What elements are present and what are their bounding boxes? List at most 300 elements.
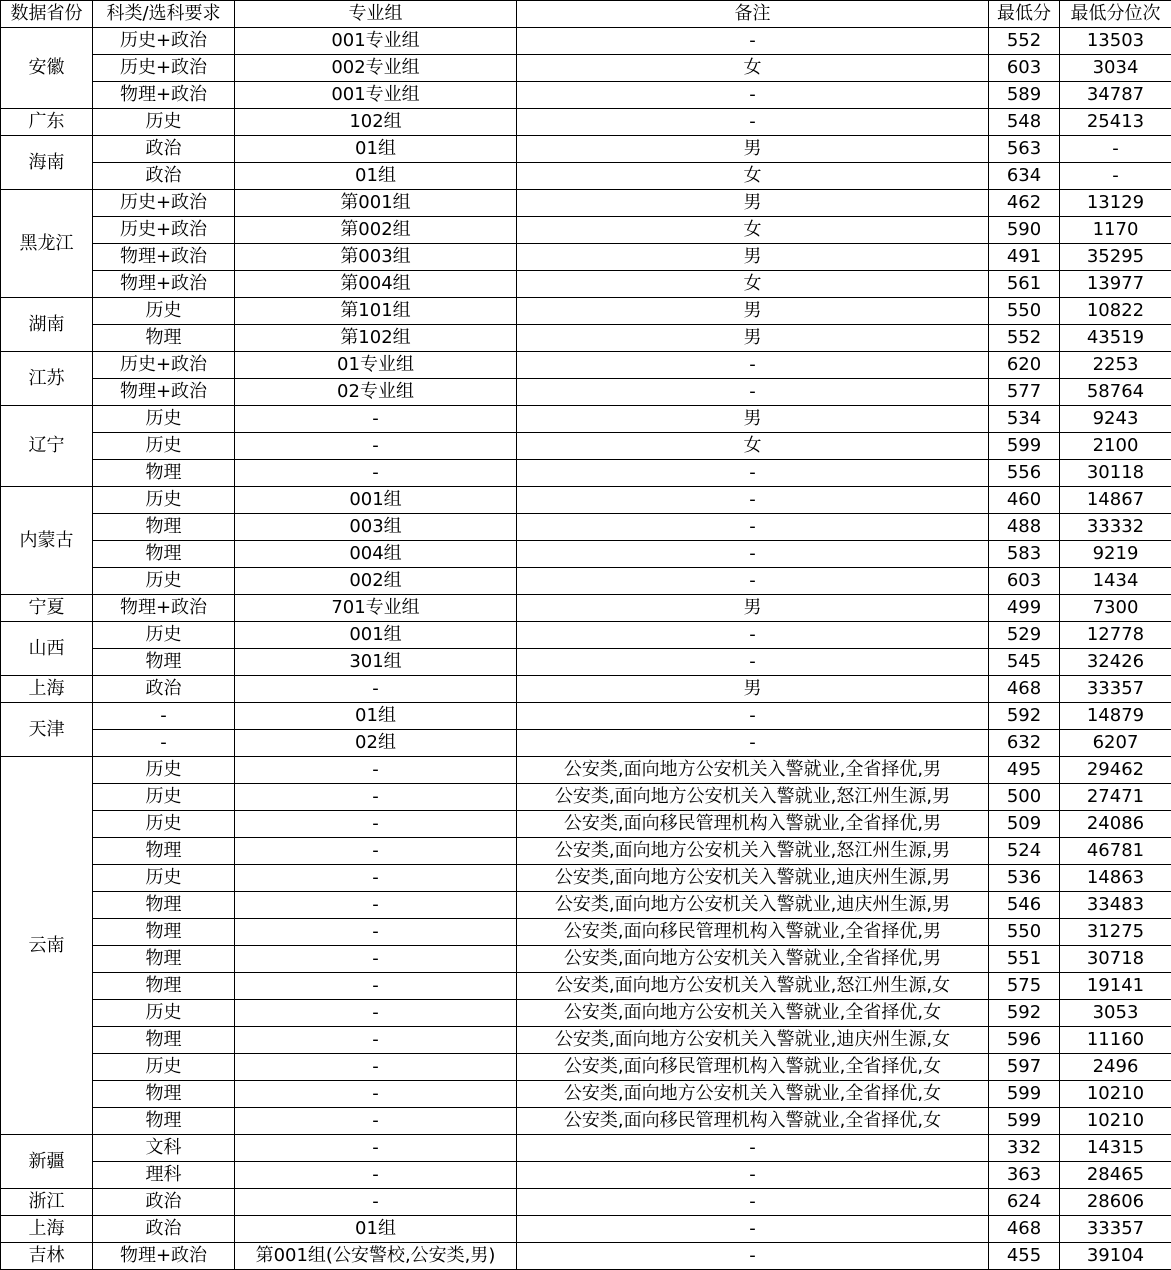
- min-score-cell: 509: [989, 811, 1060, 838]
- min-rank-cell: 2253: [1060, 352, 1171, 379]
- note-cell: 男: [517, 244, 989, 271]
- table-row: [1, 919, 1171, 946]
- note-cell: -: [517, 1135, 989, 1162]
- table-row: [1, 1216, 1171, 1243]
- table-row: [1, 379, 1171, 406]
- min-score-cell: 589: [989, 82, 1060, 109]
- subject-cell: 历史: [93, 811, 235, 838]
- subject-cell: 历史: [93, 406, 235, 433]
- note-cell: 公安类,面向移民管理机构入警就业,全省择优,女: [517, 1108, 989, 1135]
- header-subject: 科类/选科要求: [93, 1, 235, 28]
- min-score-cell: 462: [989, 190, 1060, 217]
- group-cell: -: [235, 811, 517, 838]
- subject-cell: 物理: [93, 1108, 235, 1135]
- subject-cell: 物理+政治: [93, 271, 235, 298]
- group-cell: 001组: [235, 487, 517, 514]
- subject-cell: 政治: [93, 1216, 235, 1243]
- min-rank-cell: 24086: [1060, 811, 1171, 838]
- group-cell: 004组: [235, 541, 517, 568]
- min-rank-cell: 3034: [1060, 55, 1171, 82]
- table-row: [1, 460, 1171, 487]
- min-rank-cell: 34787: [1060, 82, 1171, 109]
- province-cell: 内蒙古: [1, 487, 93, 595]
- min-score-cell: 548: [989, 109, 1060, 136]
- subject-cell: 政治: [93, 676, 235, 703]
- min-rank-cell: 58764: [1060, 379, 1171, 406]
- min-score-cell: 597: [989, 1054, 1060, 1081]
- min-rank-cell: 13977: [1060, 271, 1171, 298]
- table-row: [1, 352, 1171, 379]
- subject-cell: 物理+政治: [93, 82, 235, 109]
- group-cell: -: [235, 406, 517, 433]
- header-note: 备注: [517, 1, 989, 28]
- subject-cell: 物理: [93, 892, 235, 919]
- group-cell: 第004组: [235, 271, 517, 298]
- note-cell: -: [517, 109, 989, 136]
- min-score-cell: 455: [989, 1243, 1060, 1270]
- min-score-cell: 499: [989, 595, 1060, 622]
- min-score-cell: 590: [989, 217, 1060, 244]
- note-cell: 公安类,面向移民管理机构入警就业,全省择优,男: [517, 811, 989, 838]
- header-min-score: 最低分: [989, 1, 1060, 28]
- min-score-cell: 556: [989, 460, 1060, 487]
- subject-cell: 历史: [93, 109, 235, 136]
- subject-cell: 物理: [93, 325, 235, 352]
- group-cell: -: [235, 784, 517, 811]
- min-rank-cell: 33357: [1060, 676, 1171, 703]
- subject-cell: 历史+政治: [93, 217, 235, 244]
- table-row: [1, 433, 1171, 460]
- note-cell: -: [517, 487, 989, 514]
- header-group: 专业组: [235, 1, 517, 28]
- note-cell: 女: [517, 271, 989, 298]
- note-cell: -: [517, 1162, 989, 1189]
- table-row: [1, 109, 1171, 136]
- group-cell: 001专业组: [235, 28, 517, 55]
- table-row: [1, 1135, 1171, 1162]
- note-cell: 公安类,面向地方公安机关入警就业,全省择优,男: [517, 757, 989, 784]
- table-row: [1, 622, 1171, 649]
- subject-cell: 历史: [93, 1000, 235, 1027]
- table-row: [1, 865, 1171, 892]
- group-cell: 第002组: [235, 217, 517, 244]
- province-cell: 湖南: [1, 298, 93, 352]
- group-cell: 701专业组: [235, 595, 517, 622]
- min-score-cell: 592: [989, 1000, 1060, 1027]
- min-rank-cell: 7300: [1060, 595, 1171, 622]
- note-cell: -: [517, 514, 989, 541]
- subject-cell: 文科: [93, 1135, 235, 1162]
- min-rank-cell: 28606: [1060, 1189, 1171, 1216]
- note-cell: 公安类,面向地方公安机关入警就业,全省择优,女: [517, 1000, 989, 1027]
- province-cell: 云南: [1, 757, 93, 1135]
- min-score-cell: 545: [989, 649, 1060, 676]
- min-rank-cell: 1170: [1060, 217, 1171, 244]
- province-cell: 天津: [1, 703, 93, 757]
- min-rank-cell: 39104: [1060, 1243, 1171, 1270]
- table-body: [1, 28, 1171, 1270]
- min-score-cell: 550: [989, 919, 1060, 946]
- table-row: [1, 163, 1171, 190]
- table-row: [1, 811, 1171, 838]
- group-cell: -: [235, 919, 517, 946]
- min-score-cell: 583: [989, 541, 1060, 568]
- group-cell: 第001组(公安警校,公安类,男): [235, 1243, 517, 1270]
- min-rank-cell: 1434: [1060, 568, 1171, 595]
- min-rank-cell: 6207: [1060, 730, 1171, 757]
- group-cell: 第102组: [235, 325, 517, 352]
- min-score-cell: 577: [989, 379, 1060, 406]
- group-cell: 003组: [235, 514, 517, 541]
- group-cell: -: [235, 1000, 517, 1027]
- note-cell: -: [517, 28, 989, 55]
- table-row: [1, 1189, 1171, 1216]
- min-rank-cell: 33357: [1060, 1216, 1171, 1243]
- min-rank-cell: 29462: [1060, 757, 1171, 784]
- min-score-cell: 552: [989, 325, 1060, 352]
- table-row: [1, 271, 1171, 298]
- table-row: [1, 298, 1171, 325]
- group-cell: 第001组: [235, 190, 517, 217]
- subject-cell: 政治: [93, 1189, 235, 1216]
- min-rank-cell: 31275: [1060, 919, 1171, 946]
- table-row: [1, 190, 1171, 217]
- table-row: [1, 55, 1171, 82]
- subject-cell: 物理: [93, 946, 235, 973]
- min-rank-cell: 3053: [1060, 1000, 1171, 1027]
- min-rank-cell: 25413: [1060, 109, 1171, 136]
- group-cell: -: [235, 1108, 517, 1135]
- min-rank-cell: 19141: [1060, 973, 1171, 1000]
- note-cell: 女: [517, 217, 989, 244]
- subject-cell: 物理: [93, 973, 235, 1000]
- note-cell: 男: [517, 190, 989, 217]
- subject-cell: 物理: [93, 1081, 235, 1108]
- subject-cell: 历史: [93, 433, 235, 460]
- table-row: [1, 541, 1171, 568]
- min-rank-cell: 30718: [1060, 946, 1171, 973]
- note-cell: -: [517, 1243, 989, 1270]
- min-rank-cell: 27471: [1060, 784, 1171, 811]
- min-score-cell: 603: [989, 55, 1060, 82]
- group-cell: -: [235, 1189, 517, 1216]
- min-rank-cell: 13129: [1060, 190, 1171, 217]
- min-rank-cell: 43519: [1060, 325, 1171, 352]
- min-score-cell: 592: [989, 703, 1060, 730]
- min-rank-cell: 11160: [1060, 1027, 1171, 1054]
- note-cell: -: [517, 460, 989, 487]
- min-score-cell: 491: [989, 244, 1060, 271]
- note-cell: -: [517, 622, 989, 649]
- note-cell: 公安类,面向地方公安机关入警就业,怒江州生源,女: [517, 973, 989, 1000]
- group-cell: 001组: [235, 622, 517, 649]
- table-row: [1, 325, 1171, 352]
- note-cell: 女: [517, 55, 989, 82]
- note-cell: 男: [517, 298, 989, 325]
- min-rank-cell: 2100: [1060, 433, 1171, 460]
- min-score-cell: 363: [989, 1162, 1060, 1189]
- group-cell: -: [235, 757, 517, 784]
- group-cell: -: [235, 973, 517, 1000]
- subject-cell: 历史+政治: [93, 352, 235, 379]
- group-cell: -: [235, 1081, 517, 1108]
- table-row: [1, 730, 1171, 757]
- group-cell: 301组: [235, 649, 517, 676]
- note-cell: -: [517, 568, 989, 595]
- min-score-cell: 495: [989, 757, 1060, 784]
- group-cell: 002组: [235, 568, 517, 595]
- province-cell: 山西: [1, 622, 93, 676]
- min-rank-cell: 10822: [1060, 298, 1171, 325]
- note-cell: 公安类,面向地方公安机关入警就业,迪庆州生源,女: [517, 1027, 989, 1054]
- min-score-cell: 460: [989, 487, 1060, 514]
- subject-cell: 政治: [93, 136, 235, 163]
- note-cell: -: [517, 379, 989, 406]
- subject-cell: 物理: [93, 919, 235, 946]
- table-row: [1, 973, 1171, 1000]
- province-cell: 辽宁: [1, 406, 93, 487]
- min-rank-cell: 14863: [1060, 865, 1171, 892]
- min-score-cell: 468: [989, 676, 1060, 703]
- min-rank-cell: 12778: [1060, 622, 1171, 649]
- group-cell: 002专业组: [235, 55, 517, 82]
- note-cell: 男: [517, 595, 989, 622]
- table-row: [1, 568, 1171, 595]
- subject-cell: 历史: [93, 298, 235, 325]
- province-cell: 安徽: [1, 28, 93, 109]
- group-cell: 102组: [235, 109, 517, 136]
- min-rank-cell: -: [1060, 136, 1171, 163]
- subject-cell: 历史: [93, 757, 235, 784]
- subject-cell: 物理+政治: [93, 595, 235, 622]
- note-cell: -: [517, 1189, 989, 1216]
- subject-cell: 物理: [93, 541, 235, 568]
- subject-cell: 物理: [93, 514, 235, 541]
- subject-cell: 历史+政治: [93, 190, 235, 217]
- min-score-cell: 624: [989, 1189, 1060, 1216]
- subject-cell: 历史: [93, 784, 235, 811]
- table-row: [1, 946, 1171, 973]
- table-row: [1, 838, 1171, 865]
- min-score-cell: 599: [989, 433, 1060, 460]
- group-cell: -: [235, 838, 517, 865]
- note-cell: 公安类,面向移民管理机构入警就业,全省择优,女: [517, 1054, 989, 1081]
- group-cell: 01组: [235, 163, 517, 190]
- group-cell: -: [235, 865, 517, 892]
- min-score-cell: 596: [989, 1027, 1060, 1054]
- note-cell: 公安类,面向地方公安机关入警就业,迪庆州生源,男: [517, 892, 989, 919]
- group-cell: 001专业组: [235, 82, 517, 109]
- min-score-cell: 488: [989, 514, 1060, 541]
- province-cell: 新疆: [1, 1135, 93, 1189]
- min-score-cell: 534: [989, 406, 1060, 433]
- table-row: [1, 487, 1171, 514]
- table-row: [1, 1027, 1171, 1054]
- table-row: [1, 82, 1171, 109]
- table-row: [1, 1081, 1171, 1108]
- min-score-cell: 536: [989, 865, 1060, 892]
- group-cell: 01组: [235, 136, 517, 163]
- min-score-cell: 634: [989, 163, 1060, 190]
- table-row: [1, 406, 1171, 433]
- min-score-cell: 599: [989, 1108, 1060, 1135]
- header-min-rank: 最低分位次: [1060, 1, 1171, 28]
- group-cell: 01组: [235, 703, 517, 730]
- subject-cell: 历史: [93, 865, 235, 892]
- group-cell: 02专业组: [235, 379, 517, 406]
- province-cell: 江苏: [1, 352, 93, 406]
- subject-cell: 理科: [93, 1162, 235, 1189]
- subject-cell: 物理: [93, 460, 235, 487]
- min-rank-cell: 9243: [1060, 406, 1171, 433]
- table-row: [1, 136, 1171, 163]
- min-rank-cell: 32426: [1060, 649, 1171, 676]
- group-cell: -: [235, 892, 517, 919]
- note-cell: -: [517, 352, 989, 379]
- min-score-cell: 561: [989, 271, 1060, 298]
- province-cell: 宁夏: [1, 595, 93, 622]
- table-row: [1, 1162, 1171, 1189]
- subject-cell: 历史+政治: [93, 55, 235, 82]
- subject-cell: 政治: [93, 163, 235, 190]
- table-row: [1, 1054, 1171, 1081]
- group-cell: -: [235, 1054, 517, 1081]
- note-cell: 男: [517, 136, 989, 163]
- group-cell: 01组: [235, 1216, 517, 1243]
- subject-cell: -: [93, 730, 235, 757]
- province-cell: 上海: [1, 676, 93, 703]
- min-rank-cell: 14315: [1060, 1135, 1171, 1162]
- min-score-cell: 546: [989, 892, 1060, 919]
- note-cell: 公安类,面向移民管理机构入警就业,全省择优,男: [517, 919, 989, 946]
- note-cell: -: [517, 541, 989, 568]
- table-row: [1, 217, 1171, 244]
- min-score-cell: 551: [989, 946, 1060, 973]
- province-cell: 浙江: [1, 1189, 93, 1216]
- note-cell: 女: [517, 433, 989, 460]
- table-row: [1, 676, 1171, 703]
- note-cell: -: [517, 649, 989, 676]
- group-cell: -: [235, 1135, 517, 1162]
- group-cell: 第101组: [235, 298, 517, 325]
- group-cell: -: [235, 676, 517, 703]
- min-score-cell: 552: [989, 28, 1060, 55]
- note-cell: -: [517, 703, 989, 730]
- table-row: [1, 703, 1171, 730]
- subject-cell: 物理: [93, 838, 235, 865]
- note-cell: -: [517, 82, 989, 109]
- group-cell: 02组: [235, 730, 517, 757]
- subject-cell: 历史: [93, 568, 235, 595]
- subject-cell: 物理+政治: [93, 244, 235, 271]
- subject-cell: 历史: [93, 487, 235, 514]
- note-cell: 女: [517, 163, 989, 190]
- min-rank-cell: 30118: [1060, 460, 1171, 487]
- min-rank-cell: 2496: [1060, 1054, 1171, 1081]
- min-rank-cell: 35295: [1060, 244, 1171, 271]
- group-cell: 01专业组: [235, 352, 517, 379]
- group-cell: -: [235, 946, 517, 973]
- min-score-cell: 620: [989, 352, 1060, 379]
- subject-cell: -: [93, 703, 235, 730]
- header-row: [1, 1, 1171, 28]
- min-score-cell: 599: [989, 1081, 1060, 1108]
- subject-cell: 物理+政治: [93, 379, 235, 406]
- min-score-cell: 332: [989, 1135, 1060, 1162]
- min-rank-cell: 10210: [1060, 1108, 1171, 1135]
- note-cell: 公安类,面向地方公安机关入警就业,迪庆州生源,男: [517, 865, 989, 892]
- min-score-cell: 575: [989, 973, 1060, 1000]
- province-cell: 黑龙江: [1, 190, 93, 298]
- group-cell: 第003组: [235, 244, 517, 271]
- min-rank-cell: 14879: [1060, 703, 1171, 730]
- table-row: [1, 595, 1171, 622]
- min-rank-cell: 33483: [1060, 892, 1171, 919]
- group-cell: -: [235, 433, 517, 460]
- note-cell: 男: [517, 406, 989, 433]
- min-score-cell: 500: [989, 784, 1060, 811]
- province-cell: 吉林: [1, 1243, 93, 1270]
- min-rank-cell: 14867: [1060, 487, 1171, 514]
- note-cell: 公安类,面向地方公安机关入警就业,怒江州生源,男: [517, 838, 989, 865]
- min-score-cell: 550: [989, 298, 1060, 325]
- table-row: [1, 1000, 1171, 1027]
- table-row: [1, 514, 1171, 541]
- min-score-cell: 468: [989, 1216, 1060, 1243]
- note-cell: 公安类,面向地方公安机关入警就业,怒江州生源,男: [517, 784, 989, 811]
- table-row: [1, 757, 1171, 784]
- min-score-cell: 524: [989, 838, 1060, 865]
- table-row: [1, 649, 1171, 676]
- note-cell: -: [517, 1216, 989, 1243]
- header-province: 数据省份: [1, 1, 93, 28]
- min-score-cell: 603: [989, 568, 1060, 595]
- table-row: [1, 28, 1171, 55]
- subject-cell: 历史: [93, 622, 235, 649]
- min-rank-cell: 33332: [1060, 514, 1171, 541]
- min-score-cell: 529: [989, 622, 1060, 649]
- subject-cell: 物理: [93, 1027, 235, 1054]
- min-score-cell: 632: [989, 730, 1060, 757]
- min-rank-cell: -: [1060, 163, 1171, 190]
- min-rank-cell: 10210: [1060, 1081, 1171, 1108]
- min-rank-cell: 46781: [1060, 838, 1171, 865]
- min-rank-cell: 9219: [1060, 541, 1171, 568]
- min-rank-cell: 13503: [1060, 28, 1171, 55]
- note-cell: -: [517, 730, 989, 757]
- min-score-cell: 563: [989, 136, 1060, 163]
- note-cell: 公安类,面向地方公安机关入警就业,全省择优,男: [517, 946, 989, 973]
- subject-cell: 物理: [93, 649, 235, 676]
- note-cell: 男: [517, 676, 989, 703]
- note-cell: 公安类,面向地方公安机关入警就业,全省择优,女: [517, 1081, 989, 1108]
- min-rank-cell: 28465: [1060, 1162, 1171, 1189]
- table-row: [1, 892, 1171, 919]
- note-cell: 男: [517, 325, 989, 352]
- subject-cell: 历史+政治: [93, 28, 235, 55]
- province-cell: 海南: [1, 136, 93, 190]
- province-cell: 广东: [1, 109, 93, 136]
- subject-cell: 物理+政治: [93, 1243, 235, 1270]
- table-row: [1, 784, 1171, 811]
- group-cell: -: [235, 1027, 517, 1054]
- province-cell: 上海: [1, 1216, 93, 1243]
- subject-cell: 历史: [93, 1054, 235, 1081]
- table-row: [1, 1243, 1171, 1270]
- table-row: [1, 1108, 1171, 1135]
- table-row: [1, 244, 1171, 271]
- group-cell: -: [235, 460, 517, 487]
